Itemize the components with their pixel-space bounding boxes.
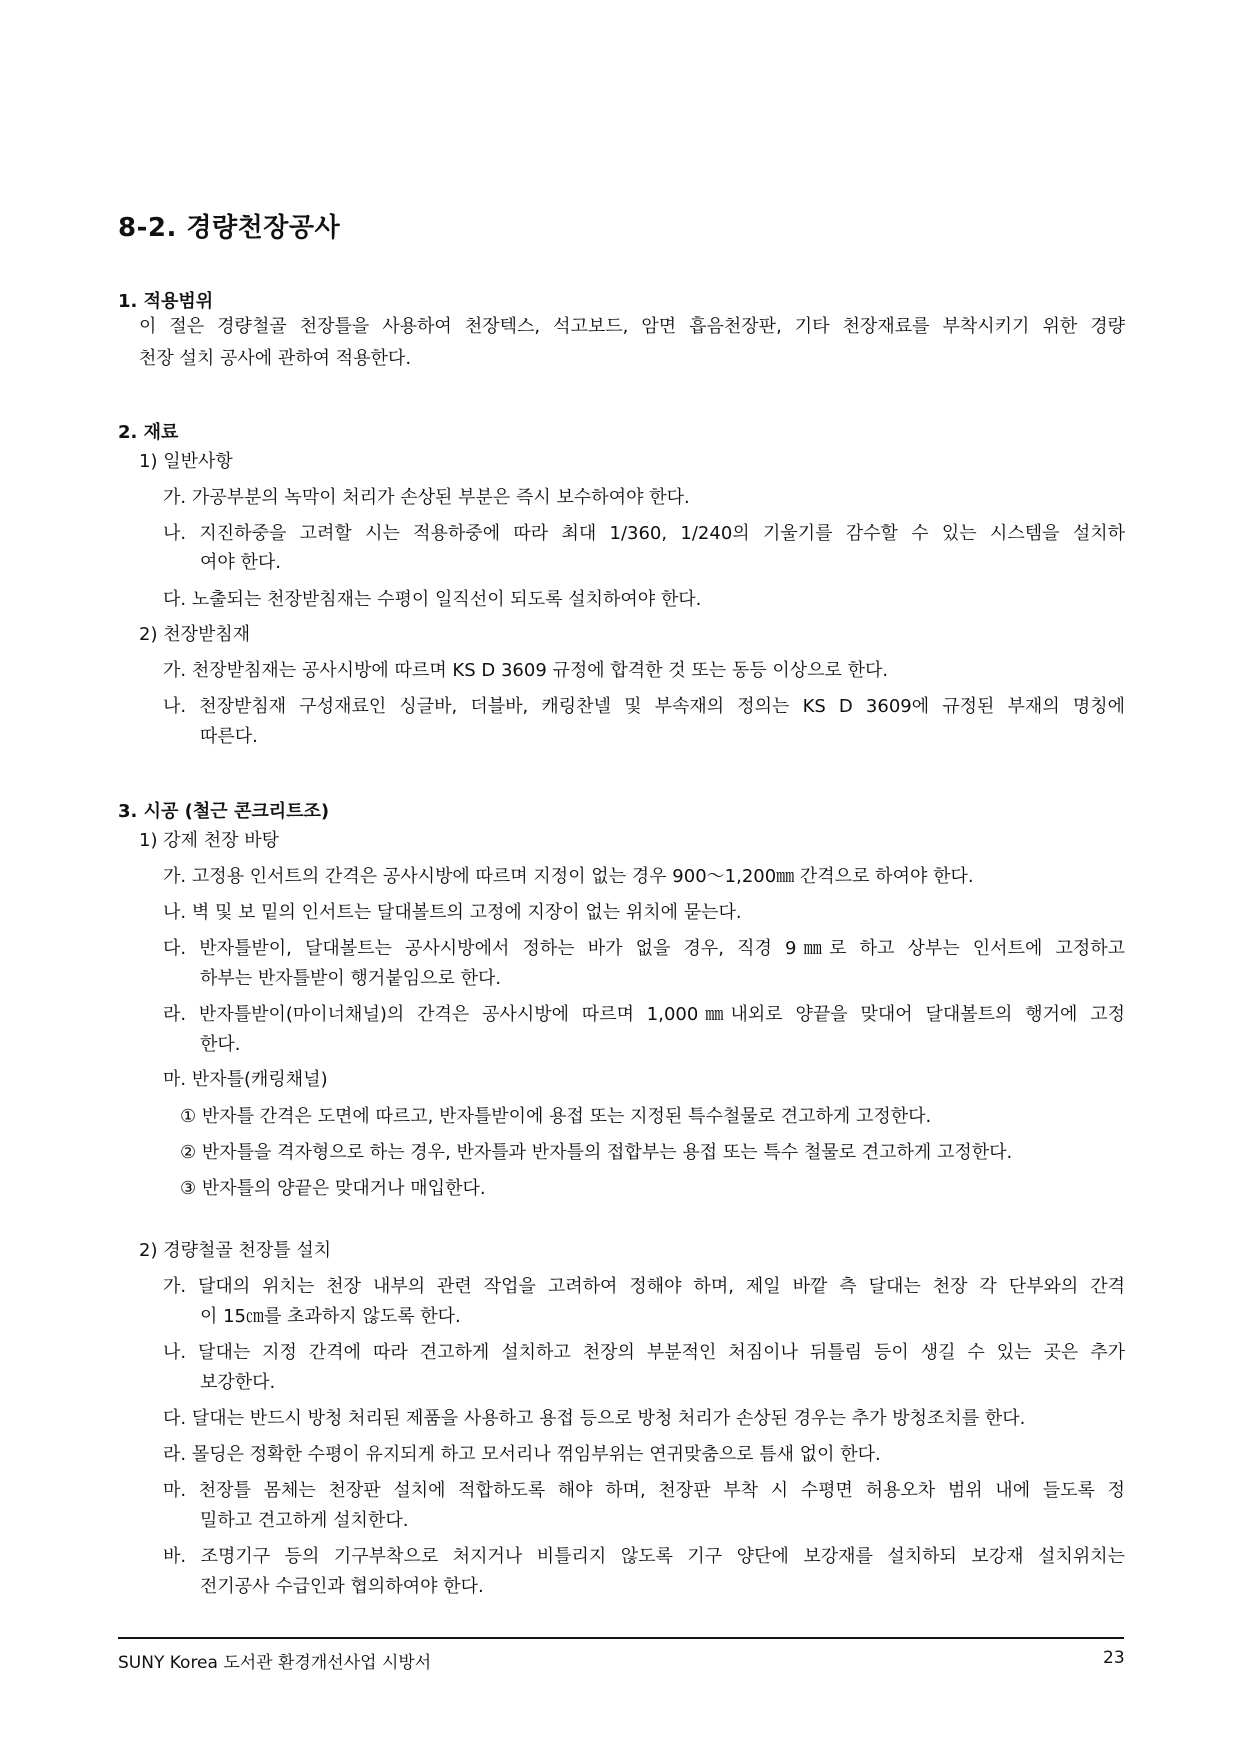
numbered-item: ② 반자틀을 격자형으로 하는 경우, 반자틀과 반자틀의 접합부는 용접 또는 특수 철물로 견고하게 고정한다. (180, 1142, 1013, 1163)
paragraph-scope-line1: 이 절은 경량철골 천장틀을 사용하여 천장텍스, 석고보드, 암면 흡음천장판, 기타 천장재료를 부착시키기 위한 경량 (139, 316, 1125, 337)
list-item: 다. 노출되는 천장받침재는 수평이 일직선이 되도록 설치하여야 한다. (163, 589, 702, 610)
list-item: 바. 조명기구 등의 기구부착으로 처지거나 비틀리지 않도록 기구 양단에 보강재를 설치하되 보강재 설치위치는 (163, 1546, 1125, 1567)
list-item: 나. 지진하중을 고려할 시는 적용하중에 따라 최대 1/360, 1/240의 기울기를 감수할 수 있는 시스템을 설치하 (163, 523, 1125, 544)
paragraph-scope-line2: 천장 설치 공사에 관하여 적용한다. (139, 348, 412, 369)
section-heading-construction: 3. 시공 (철근 콘크리트조) (118, 801, 330, 822)
list-item: 가. 고정용 인서트의 간격은 공사시방에 따르며 지정이 없는 경우 900～1,200㎜ 간격으로 하여야 한다. (163, 866, 974, 887)
list-item-continuation: 전기공사 수급인과 협의하여야 한다. (200, 1576, 484, 1597)
list-item: 가. 가공부분의 녹막이 처리가 손상된 부분은 즉시 보수하여야 한다. (163, 487, 690, 508)
list-item-continuation: 이 15㎝를 초과하지 않도록 한다. (200, 1306, 461, 1327)
list-item: 나. 달대는 지정 간격에 따라 견고하게 설치하고 천장의 부분적인 처짐이나 뒤틀림 등이 생길 수 있는 곳은 추가 (163, 1342, 1125, 1363)
list-item: 마. 천장틀 몸체는 천장판 설치에 적합하도록 해야 하며, 천장판 부착 시 수평면 허용오차 범위 내에 들도록 정 (163, 1480, 1125, 1501)
footer-divider (118, 1637, 1124, 1639)
subheading-light-steel-frame: 2) 경량철골 천장틀 설치 (139, 1240, 332, 1261)
numbered-item: ③ 반자틀의 양끝은 맞대거나 매입한다. (180, 1178, 486, 1199)
list-item-continuation: 하부는 반자틀받이 행거붙임으로 한다. (200, 968, 502, 989)
list-item-continuation: 보강한다. (200, 1372, 276, 1393)
numbered-item: ① 반자틀 간격은 도면에 따르고, 반자틀받이에 용접 또는 지정된 특수철물로 견고하게 고정한다. (180, 1106, 932, 1127)
section-heading-materials: 2. 재료 (118, 422, 179, 443)
list-item-continuation: 따른다. (200, 726, 258, 747)
subheading-steel-ceiling: 1) 강제 천장 바탕 (139, 830, 279, 851)
section-heading-scope: 1. 적용범위 (118, 291, 214, 312)
footer-document-title: SUNY Korea 도서관 환경개선사업 시방서 (118, 1653, 432, 1673)
page-number: 23 (1103, 1648, 1125, 1668)
list-item: 다. 달대는 반드시 방청 처리된 제품을 사용하고 용접 등으로 방청 처리가 손상된 경우는 추가 방청조치를 한다. (163, 1408, 1026, 1429)
list-item: 마. 반자틀(캐링채널) (163, 1069, 328, 1090)
list-item: 나. 천장받침재 구성재료인 싱글바, 더블바, 캐링찬넬 및 부속재의 정의는 KS D 3609에 규정된 부재의 명칭에 (163, 696, 1125, 717)
subheading-ceiling-support: 2) 천장받침재 (139, 624, 251, 645)
list-item: 다. 반자틀받이, 달대볼트는 공사시방에서 정하는 바가 없을 경우, 직경 9㎜로 하고 상부는 인서트에 고정하고 (163, 938, 1125, 959)
list-item: 가. 달대의 위치는 천장 내부의 관련 작업을 고려하여 정해야 하며, 제일 바깥 측 달대는 천장 각 단부와의 간격 (163, 1276, 1125, 1297)
subheading-general: 1) 일반사항 (139, 451, 233, 472)
list-item-continuation: 밀하고 견고하게 설치한다. (200, 1510, 409, 1531)
page-title: 8-2. 경량천장공사 (118, 213, 341, 243)
list-item: 라. 반자틀받이(마이너채널)의 간격은 공사시방에 따르며 1,000㎜내외로 양끝을 맞대어 달대볼트의 행거에 고정 (163, 1004, 1125, 1025)
list-item-continuation: 한다. (200, 1034, 241, 1055)
list-item: 나. 벽 및 보 밑의 인서트는 달대볼트의 고정에 지장이 없는 위치에 묻는다. (163, 902, 742, 923)
list-item: 가. 천장받침재는 공사시방에 따르며 KS D 3609 규정에 합격한 것 또는 동등 이상으로 한다. (163, 660, 889, 681)
list-item-continuation: 여야 한다. (200, 552, 281, 573)
list-item: 라. 몰딩은 정확한 수평이 유지되게 하고 모서리나 꺾임부위는 연귀맞춤으로 틈새 없이 한다. (163, 1444, 881, 1465)
